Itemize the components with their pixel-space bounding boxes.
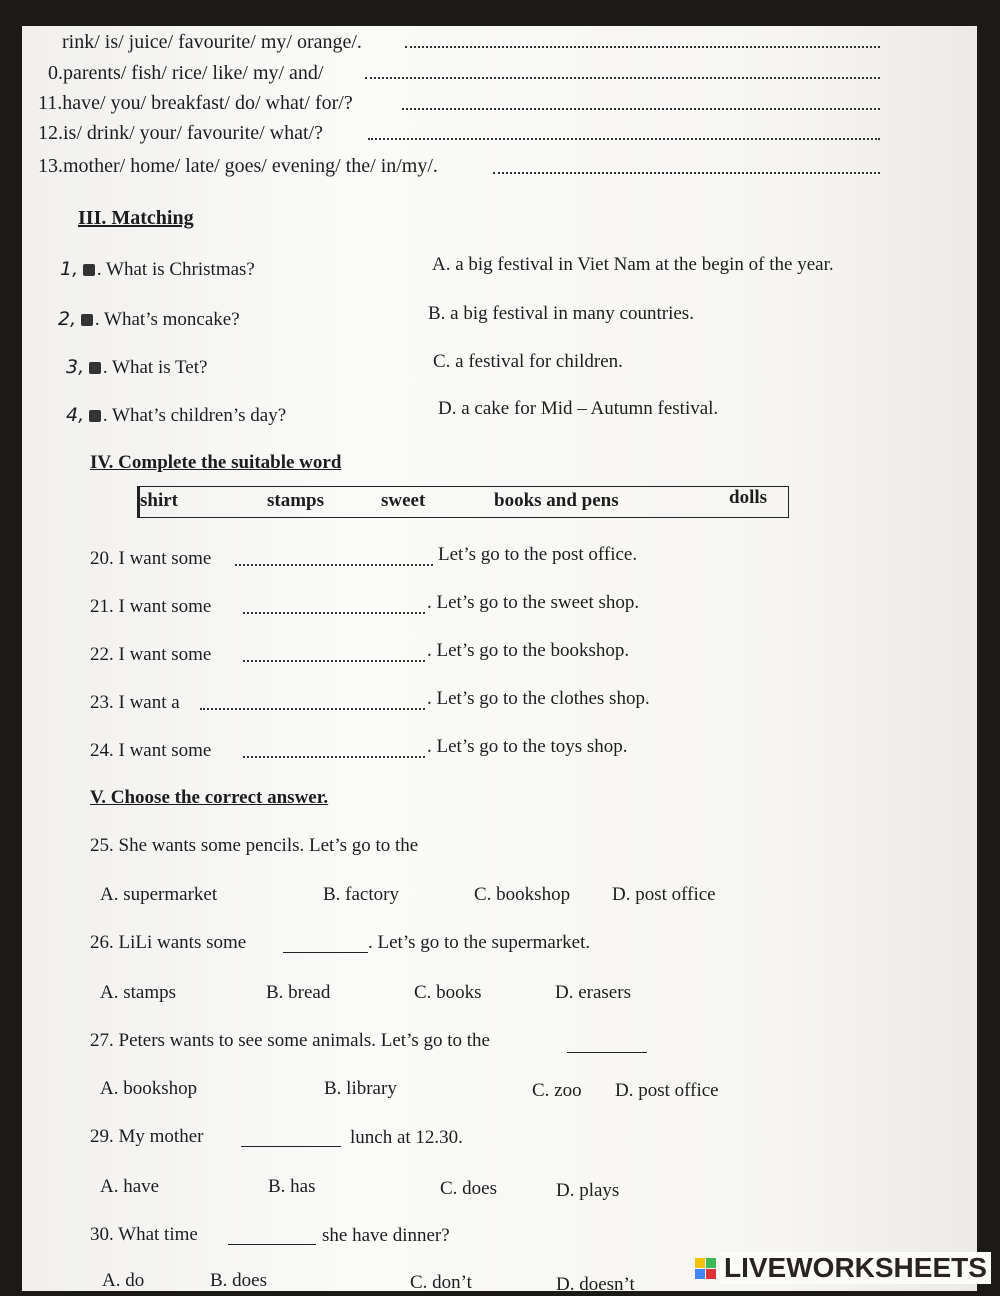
answer-blank[interactable] [200,708,425,710]
fill-question-prefix: 23. I want a [90,692,180,713]
crossed-out-mark-icon [89,362,101,374]
mcq-option[interactable]: C. zoo [532,1080,582,1101]
word-bank-item: books and pens [494,490,619,511]
answer-blank[interactable] [567,1052,647,1053]
crossed-out-mark-icon [83,264,95,276]
section-heading: III. Matching [78,207,194,229]
mcq-option[interactable]: D. post office [612,884,716,905]
word-bank-box [137,486,789,518]
matching-left-item: 3, . What is Tet? [66,356,208,378]
fill-question-prefix: 24. I want some [90,740,212,761]
mcq-option[interactable]: B. factory [323,884,399,905]
answer-blank[interactable] [228,1244,316,1245]
section-heading: V. Choose the correct answer. [90,787,329,808]
mcq-option[interactable]: A. supermarket [100,884,218,905]
mcq-stem: 26. LiLi wants some [90,932,247,953]
matching-right-item: C. a festival for children. [433,351,623,372]
matching-left-item: 1, . What is Christmas? [60,258,255,280]
mcq-option[interactable]: C. does [440,1178,497,1199]
mcq-option[interactable]: A. bookshop [100,1078,198,1099]
crossed-out-mark-icon [81,314,93,326]
mcq-option[interactable]: D. erasers [555,982,631,1003]
mcq-option[interactable]: D. post office [615,1080,719,1101]
liveworksheets-watermark [695,1252,991,1284]
mcq-option[interactable]: B. bread [266,982,331,1003]
word-bank-item: sweet [381,490,426,511]
fill-question-suffix: . Let’s go to the bookshop. [427,640,630,661]
reorder-item: 11.have/ you/ breakfast/ do/ what/ for/? [38,92,353,114]
mcq-stem: 30. What time [90,1224,198,1245]
reorder-item: 13.mother/ home/ late/ goes/ evening/ the/ in/my/. [38,155,438,177]
mcq-option[interactable]: A. have [100,1176,160,1197]
handwritten-number: 1, [60,258,79,280]
answer-blank[interactable] [235,564,433,566]
mcq-stem-tail: she have dinner? [322,1225,450,1246]
answer-blank[interactable] [243,660,425,662]
matching-left-item: 4, . What’s children’s day? [66,404,287,426]
fill-question-suffix: . Let’s go to the clothes shop. [427,688,650,709]
mcq-option[interactable]: D. doesn’t [556,1274,635,1295]
answer-line[interactable] [493,172,880,174]
mcq-stem: 25. She wants some pencils. Let’s go to the [90,835,419,856]
mcq-option[interactable]: B. has [268,1176,316,1197]
fill-question-prefix: 22. I want some [90,644,212,665]
mcq-stem-tail: lunch at 12.30. [350,1127,463,1148]
mcq-stem: 27. Peters wants to see some animals. Let’s go to the [90,1030,490,1051]
section-heading: IV. Complete the suitable word [90,452,342,473]
reorder-item: 12.is/ drink/ your/ favourite/ what/? [38,122,323,144]
mcq-option[interactable]: D. plays [556,1180,620,1201]
fill-question-prefix: 21. I want some [90,596,212,617]
crossed-out-mark-icon [89,410,101,422]
fill-question-suffix: Let’s go to the post office. [438,544,638,565]
answer-line[interactable] [365,77,880,79]
mcq-option[interactable]: B. does [210,1270,267,1291]
answer-blank[interactable] [283,952,368,953]
mcq-option[interactable]: C. bookshop [474,884,571,905]
matching-right-item: B. a big festival in many countries. [428,303,694,324]
matching-right-item: A. a big festival in Viet Nam at the begin of the year. [432,254,834,275]
word-bank-item: dolls [729,487,768,508]
mcq-option[interactable]: B. library [324,1078,397,1099]
matching-left-item: 2, . What’s moncake? [58,308,240,330]
answer-blank[interactable] [243,756,425,758]
watermark-text: LIVEWORKSHEETS [720,1252,991,1284]
answer-blank[interactable] [241,1146,341,1147]
handwritten-number: 2, [58,308,77,330]
handwritten-number: 3, [66,356,85,378]
reorder-item: 0.parents/ fish/ rice/ like/ my/ and/ [48,62,324,84]
mcq-option[interactable]: C. don’t [410,1272,472,1293]
answer-line[interactable] [405,46,880,48]
answer-line[interactable] [368,138,880,140]
fill-question-suffix: . Let’s go to the toys shop. [427,736,628,757]
mcq-stem: 29. My mother [90,1126,204,1147]
answer-line[interactable] [402,108,880,110]
word-bank-item: shirt [140,490,178,511]
reorder-item: rink/ is/ juice/ favourite/ my/ orange/. [62,31,362,53]
mcq-option[interactable]: A. stamps [100,982,176,1003]
handwritten-number: 4, [66,404,85,426]
mcq-option[interactable]: A. do [102,1270,145,1291]
word-bank-item: stamps [267,490,325,511]
answer-blank[interactable] [243,612,425,614]
mcq-stem-tail: . Let’s go to the supermarket. [368,932,591,953]
fill-question-suffix: . Let’s go to the sweet shop. [427,592,640,613]
fill-question-prefix: 20. I want some [90,548,212,569]
matching-right-item: D. a cake for Mid – Autumn festival. [438,398,719,419]
mcq-option[interactable]: C. books [414,982,482,1003]
liveworksheets-logo-icon [695,1258,716,1279]
